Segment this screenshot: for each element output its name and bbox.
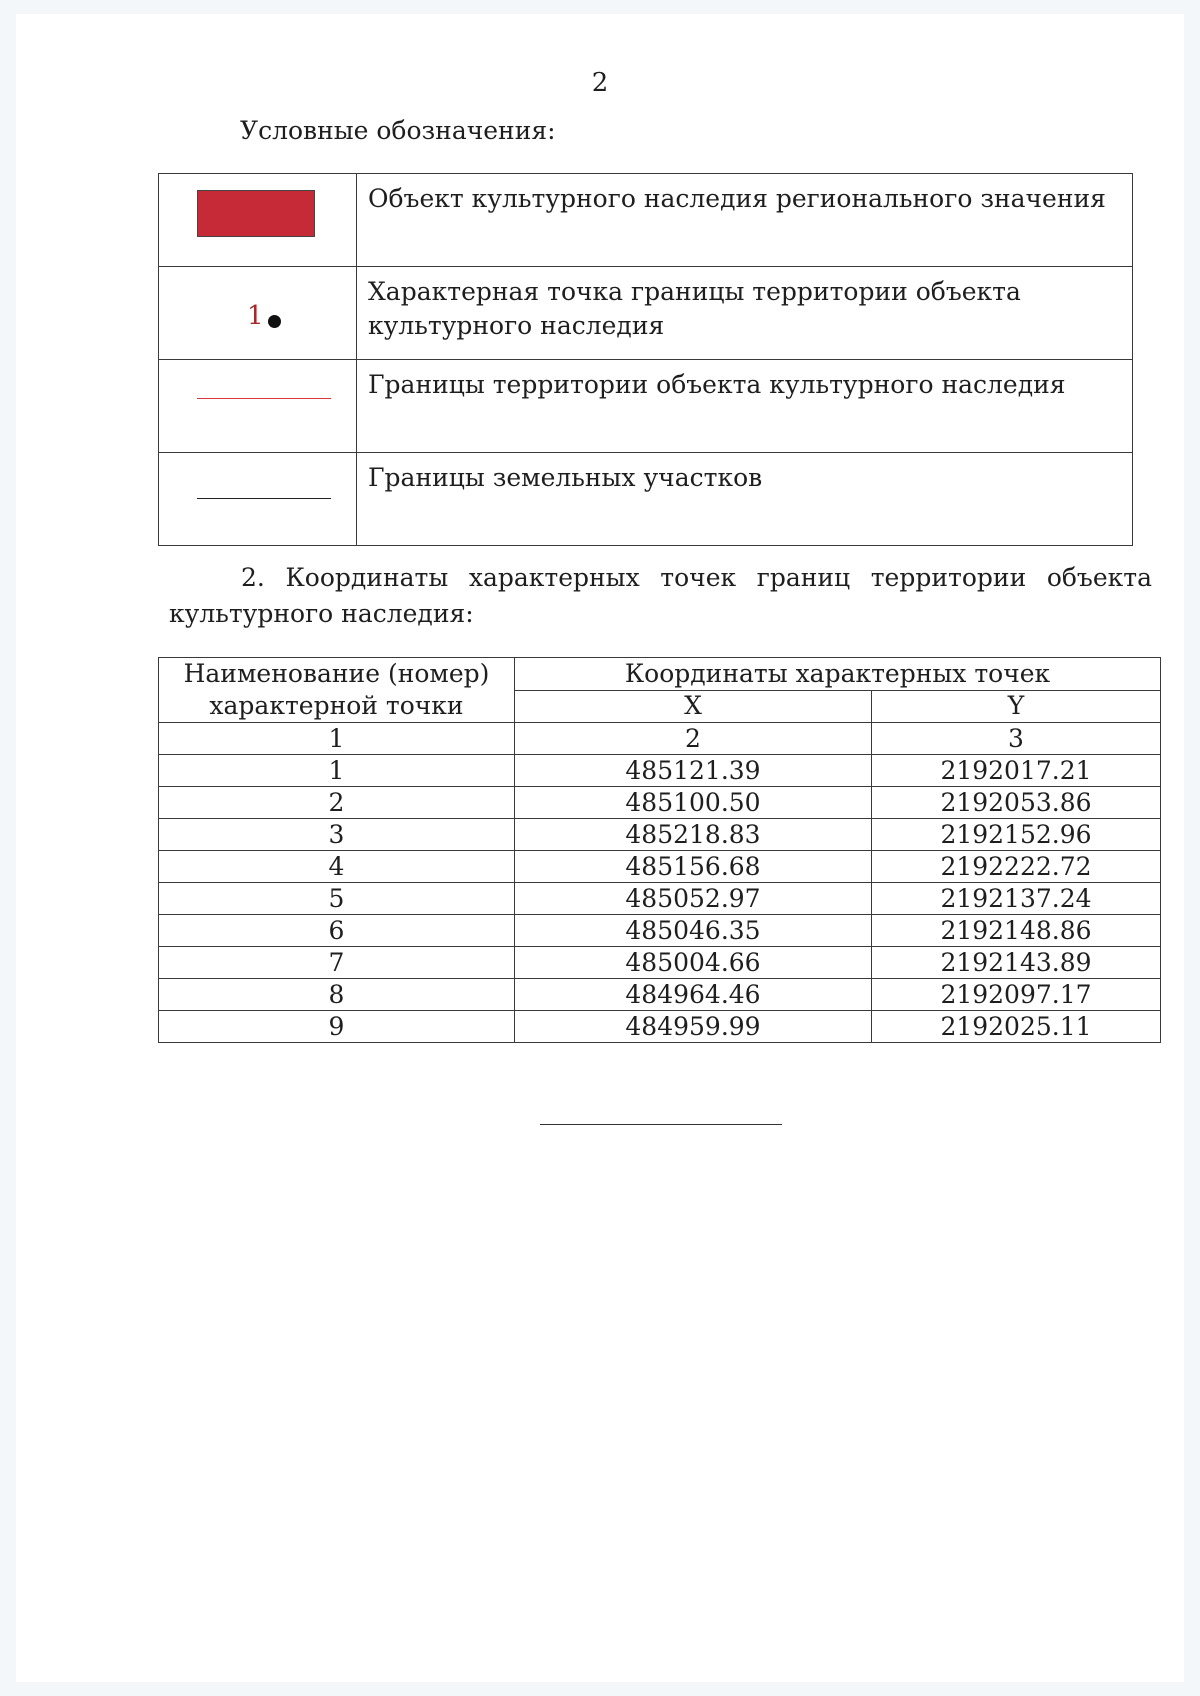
column-number: 2 [515,723,872,755]
point-number: 9 [159,1011,515,1043]
end-separator-line [540,1124,782,1125]
legend-table [158,173,1133,546]
x-coordinate: 485218.83 [515,819,872,851]
legend-row [159,360,1133,453]
boundary-point-symbol [247,301,281,331]
x-coordinate: 485004.66 [515,947,872,979]
legend-symbol-cell [159,267,357,360]
table-row [159,819,1161,851]
table-row [159,947,1161,979]
legend-title: Условные обозначения: [240,116,556,145]
parcel-boundary-line-symbol [197,498,331,499]
x-coordinate: 484959.99 [515,1011,872,1043]
point-number: 4 [159,851,515,883]
header-x: X [515,690,872,723]
column-number: 1 [159,723,515,755]
legend-row [159,267,1133,360]
y-coordinate: 2192152.96 [872,819,1161,851]
point-dot-icon [268,315,281,328]
x-coordinate: 485052.97 [515,883,872,915]
header-coordinates: Координаты характерных точек [515,658,1161,691]
territory-boundary-line-symbol [197,398,331,399]
point-number: 7 [159,947,515,979]
point-number-label: 1 [247,301,264,331]
x-coordinate: 484964.46 [515,979,872,1011]
coordinates-table [158,657,1161,1043]
header-y: Y [872,690,1161,723]
point-number: 6 [159,915,515,947]
point-number: 2 [159,787,515,819]
y-coordinate: 2192143.89 [872,947,1161,979]
table-row [159,787,1161,819]
y-coordinate: 2192097.17 [872,979,1161,1011]
point-number: 3 [159,819,515,851]
legend-description: Границы территории объекта культурного наследия [357,360,1133,453]
table-row [159,979,1161,1011]
x-coordinate: 485046.35 [515,915,872,947]
y-coordinate: 2192025.11 [872,1011,1161,1043]
header-point-name: Наименование (номер) характерной точки [159,658,515,723]
legend-description: Характерная точка границы территории объекта культурного наследия [357,267,1133,360]
x-coordinate: 485100.50 [515,787,872,819]
column-number: 3 [872,723,1161,755]
legend-description: Границы земельных участков [357,453,1133,546]
table-header-row [159,658,1161,691]
section-heading: 2. Координаты характерных точек границ территории объекта культурного наследия: [169,563,1152,628]
y-coordinate: 2192148.86 [872,915,1161,947]
x-coordinate: 485156.68 [515,851,872,883]
table-row [159,883,1161,915]
legend-row [159,453,1133,546]
point-number: 5 [159,883,515,915]
point-number: 8 [159,979,515,1011]
table-row [159,755,1161,787]
column-number-row [159,723,1161,755]
table-row [159,915,1161,947]
x-coordinate: 485121.39 [515,755,872,787]
table-row [159,851,1161,883]
point-number: 1 [159,755,515,787]
y-coordinate: 2192222.72 [872,851,1161,883]
heritage-object-swatch [197,190,315,237]
legend-symbol-cell [159,174,357,267]
y-coordinate: 2192017.21 [872,755,1161,787]
y-coordinate: 2192053.86 [872,787,1161,819]
page-number: 2 [591,68,609,98]
legend-description: Объект культурного наследия регионального значения [357,174,1133,267]
y-coordinate: 2192137.24 [872,883,1161,915]
legend-symbol-cell [159,453,357,546]
legend-row [159,174,1133,267]
legend-symbol-cell [159,360,357,453]
table-row [159,1011,1161,1043]
